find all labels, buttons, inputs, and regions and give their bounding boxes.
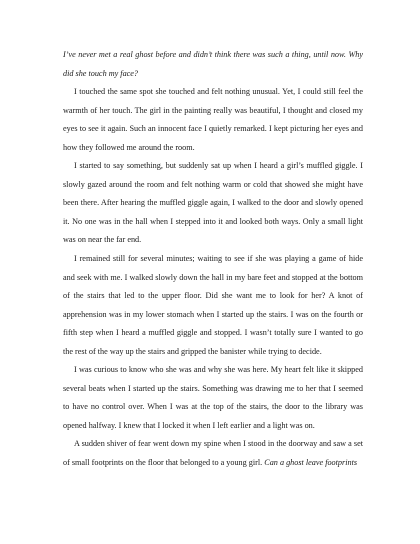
paragraph <box>63 250 363 361</box>
paragraph-text: I started to say something, but suddenly sat up when I heard a girl’s muffled giggle. I slowly gazed around the room and felt nothing warm or cold that showed she might have been there. After hearing the muffled giggle again, I walked to the door and slowly opened it. No one was in the hall when I stepped into it and looked both ways. Only a small light was on near the far end. <box>63 161 363 245</box>
paragraph <box>63 435 363 472</box>
italic-text: Can a ghost leave footprints <box>264 458 358 468</box>
paragraph <box>63 361 363 435</box>
italic-text: I’ve never met a real ghost before and didn’t think there was such a thing, until now. Why did she touch my face? <box>63 50 363 78</box>
paragraph-text: A sudden shiver of fear went down my spine when I stood in the doorway and saw a set of small footprints on the floor that belonged to a young girl. <box>63 439 363 468</box>
body-text <box>63 46 363 473</box>
paragraph <box>63 46 363 83</box>
paragraph-text: I was curious to know who she was and why she was here. My heart felt like it skipped several beats when I started up the stairs. Something was drawing me to her that I seemed to have no control over. When I was at the top of the stairs, the door to the library was opened halfway. I knew that I locked it when I left earlier and a light was on. <box>63 365 363 430</box>
paragraph <box>63 83 363 157</box>
paragraph <box>63 157 363 250</box>
paragraph-text: I touched the same spot she touched and felt nothing unusual. Yet, I could still feel the warmth of her touch. The girl in the painting really was beautiful, I thought and closed my eyes to see it again. Such an innocent face I quietly remarked. I kept picturing her eyes and how they followed me around the room. <box>63 87 363 152</box>
paragraph-text: I remained still for several minutes; waiting to see if she was playing a game of hide and seek with me. I walked slowly down the hall in my bare feet and stopped at the bottom of the stairs that led to the upper floor. Did she want me to look for her? A knot of apprehension was in my lower stomach when I started up the stairs. I was on the fourth or fifth step when I heard a muffled giggle and stopped. I wasn’t totally sure I wanted to go the rest of the way up the stairs and gripped the banister while trying to decide. <box>63 254 363 356</box>
